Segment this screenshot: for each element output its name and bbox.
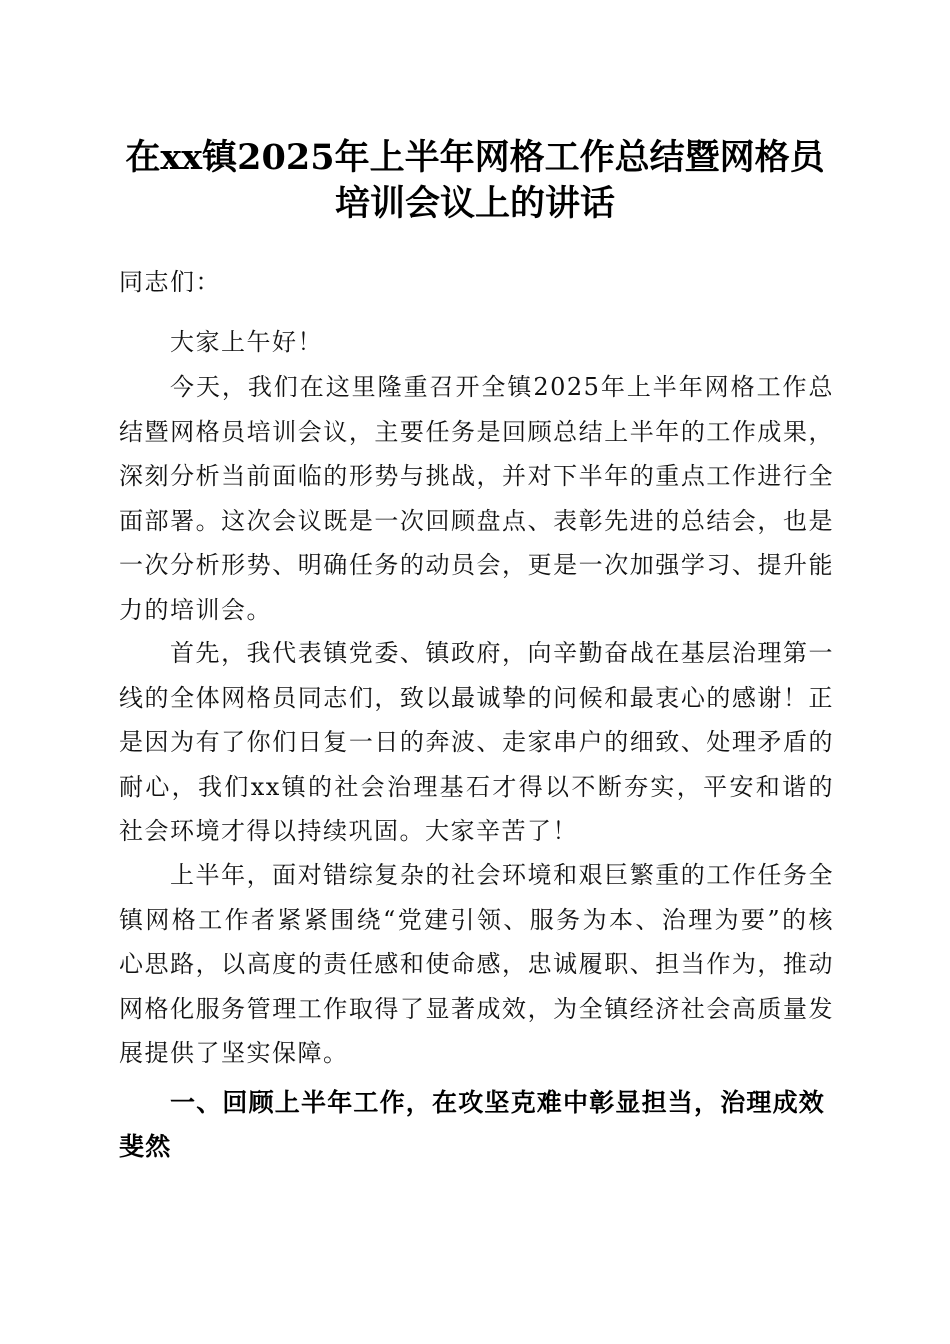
greeting: 大家上午好！ [170,328,323,356]
salutation: 同志们： [119,268,221,296]
document-title-line-1: 在xx镇2025年上半年网格工作总结暨网格员 [125,137,825,178]
document-title-line-2: 培训会议上的讲话 [334,183,615,224]
paragraph-thanks: 首先，我代表镇党委、镇政府，向辛勤奋战在基层治理第一线的全体网格员同志们，致以最诚挚的问候和最衷心的感谢！正是因为有了你们日复一日的奔波、走家串户的细致、处理矛盾的耐心，我们xx镇的社会治理基石才得以不断夯实，平安和谐的社会环境才得以持续巩固。大家辛苦了！ [119,639,834,845]
section-heading: 一、回顾上半年工作，在攻坚克难中彰显担当，治理成效斐然 [119,1088,826,1161]
paragraph-overview: 上半年，面对错综复杂的社会环境和艰巨繁重的工作任务全镇网格工作者紧紧围绕“党建引领、服务为本、治理为要”的核心思路，以高度的责任感和使命感，忠诚履职、担当作为，推动网格化服务管理工作取得了显著成效，为全镇经济社会高质量发展提供了坚实保障。 [119,861,834,1067]
paragraph-intro: 今天，我们在这里隆重召开全镇2025年上半年网格工作总结暨网格员培训会议，主要任务是回顾总结上半年的工作成果，深刻分析当前面临的形势与挑战，并对下半年的重点工作进行全面部署。这次会议既是一次回顾盘点、表彰先进的总结会，也是一次分析形势、明确任务的动员会，更是一次加强学习、提升能力的培训会。 [119,373,834,624]
